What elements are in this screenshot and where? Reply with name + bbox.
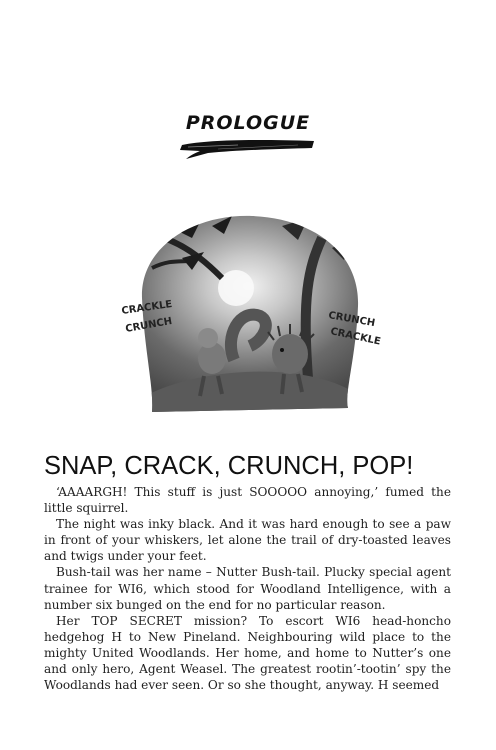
sound-effect-left-bottom: CRUNCH (124, 315, 174, 335)
chapter-title: SNAP, CRACK, CRUNCH, POP! (44, 452, 414, 480)
page-heading: PROLOGUE (185, 112, 311, 134)
paragraph: ‘AAAARGH! This stuff is just SOOOOO annoying,’ fumed the little squirrel. (44, 485, 451, 516)
body-text (44, 484, 451, 693)
paragraph: Bush-tail was her name – Nutter Bush-tail. Plucky special agent trainee for WI6, which stood for Woodland Intelligence, with a number six bunged on the end for no particular reason. (44, 565, 451, 612)
sound-effect-right-top: CRUNCH (327, 310, 376, 330)
paragraph: The night was inky black. And it was hard enough to see a paw in front of your whiskers, let alone the trail of dry-toasted leaves and twigs under your feet. (44, 517, 451, 564)
prologue-heading-block (178, 112, 318, 160)
brush-stroke-decoration (178, 136, 318, 162)
paragraph: Her TOP SECRET mission? To escort WI6 head-honcho hedgehog H to New Pineland. Neighbouring wild place to the mighty United Woodlands. Her home, and home to Nutter’s one and only hero, Agent Weasel. The greatest rootin’-tootin’ spy the Woodlands had ever seen. Or so she thought, anyway. H seemed (44, 613, 451, 693)
forest-night-illustration (112, 208, 384, 414)
sound-effect-right-bottom: CRACKLE (329, 326, 382, 348)
sound-effect-left-top: CRACKLE (120, 298, 173, 317)
